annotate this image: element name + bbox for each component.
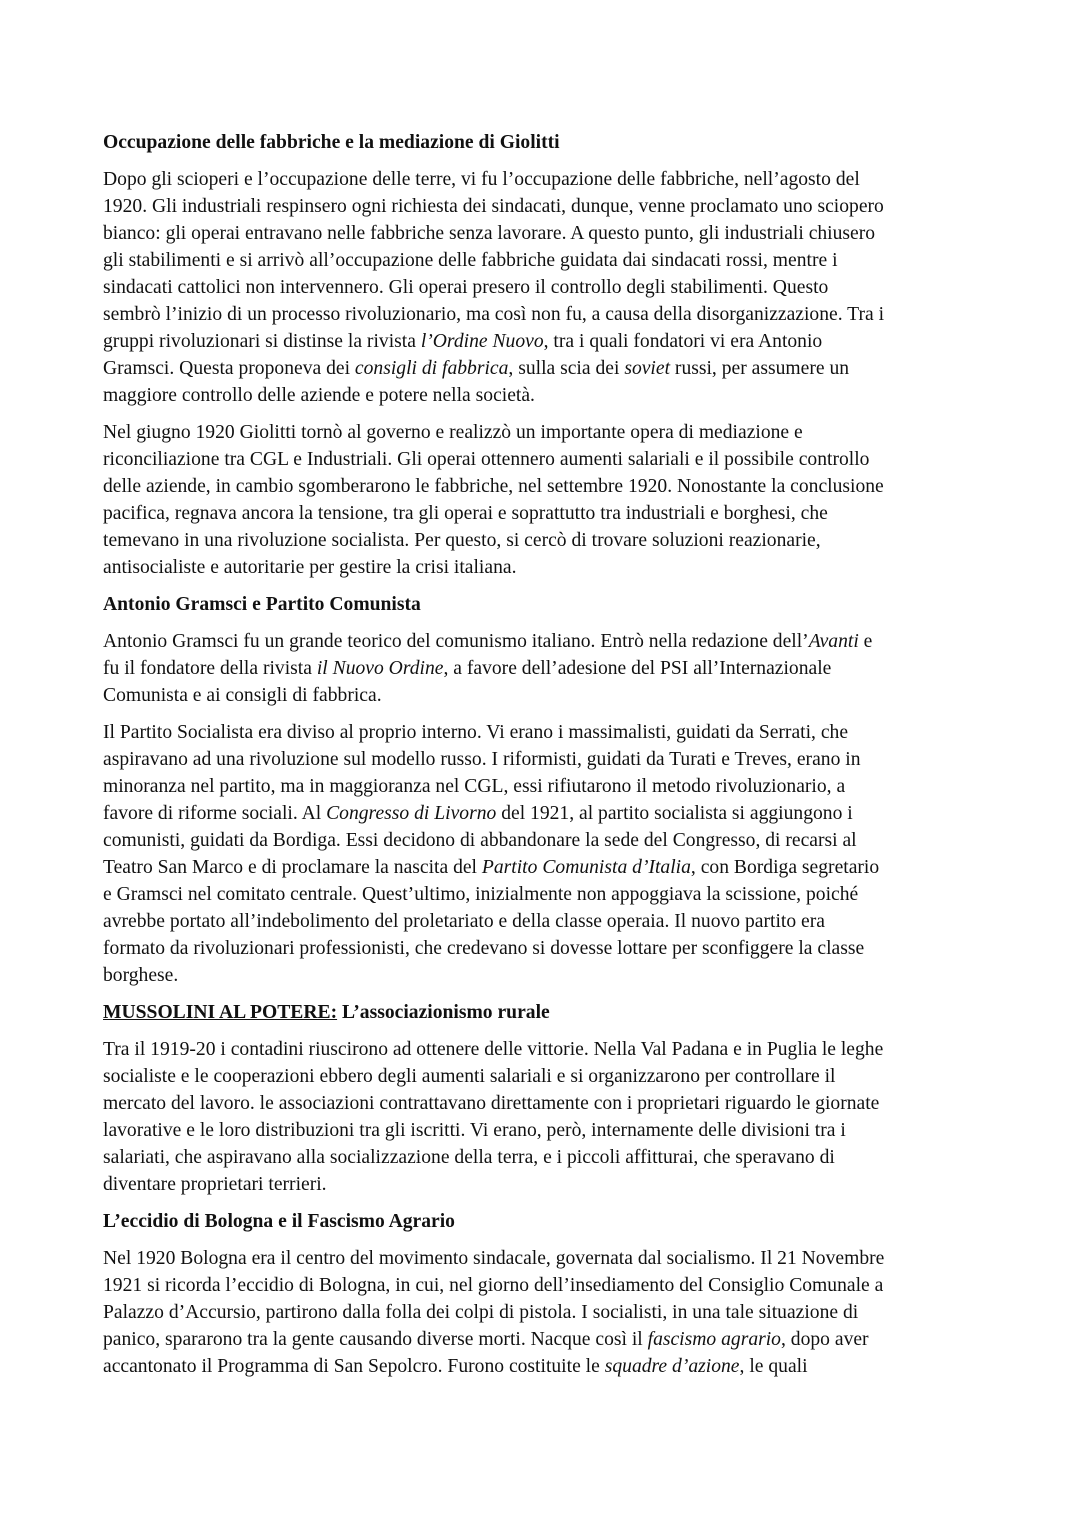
section-heading	[103, 591, 983, 618]
text-run: Dopo gli scioperi e l’occupazione delle terre, vi fu l’occupazione delle fabbriche, nell’agosto del	[103, 169, 860, 190]
text-run: delle aziende, in cambio sgomberarono le fabbriche, nel settembre 1920. Nonostante la conclusione	[103, 476, 884, 497]
text-run: gli stabilimenti e si arrivò all’occupazione delle fabbriche guidata dai sindacati rossi, mentre i	[103, 250, 838, 271]
italic-text: Congresso di Livorno	[326, 803, 497, 824]
text-run: , a favore dell’adesione del PSI all’Internazionale	[443, 658, 832, 679]
text-run: , con Bordiga segretario	[690, 857, 880, 878]
text-run: salariati, che aspiravano alla socializzazione della terra, e i piccoli affitturai, che speravano di	[103, 1147, 835, 1168]
text-run: e	[858, 631, 873, 652]
italic-text: fascismo agrario	[647, 1329, 781, 1350]
text-run: panico, spararono tra la gente causando diverse morti. Nacque così il	[103, 1329, 648, 1350]
paragraph	[103, 1036, 983, 1198]
text-line	[103, 355, 983, 382]
section-heading	[103, 999, 983, 1026]
paragraph	[103, 719, 983, 989]
text-run: Nel giugno 1920 Giolitti tornò al governo e realizzò un importante opera di mediazione e	[103, 422, 803, 443]
italic-text: Partito Comunista d’Italia	[481, 857, 691, 878]
text-run: diventare proprietari terrieri.	[103, 1174, 327, 1195]
text-run: lavorative e le loro distribuzioni tra gli iscritti. Vi erano, però, internamente delle divisioni tra i	[103, 1120, 846, 1141]
text-line	[103, 719, 983, 746]
text-run: pacifica, regnava ancora la tensione, tra gli operai e soprattutto tra industriali e borghesi, che	[103, 503, 828, 524]
paragraph	[103, 1245, 983, 1380]
text-line	[103, 328, 983, 355]
text-run: 1921 si ricorda l’eccidio di Bologna, in cui, nel giorno dell’insediamento del Consiglio Comunale a	[103, 1275, 884, 1296]
text-run: , sulla scia dei	[508, 358, 625, 379]
text-run: aspiravano ad una rivoluzione sul modello russo. I riformisti, guidati da Turati e Treves, erano in	[103, 749, 861, 770]
text-line	[103, 500, 983, 527]
italic-text: l’Ordine Nuovo	[420, 331, 544, 352]
text-run: del 1921, al partito socialista si aggiungono i	[496, 803, 853, 824]
text-run: socialiste e le cooperazioni ebbero degli aumenti salariali e si organizzarono per controllare il	[103, 1066, 836, 1087]
text-line	[103, 746, 983, 773]
text-line	[103, 1036, 983, 1063]
text-line	[103, 166, 983, 193]
text-run: maggiore controllo delle aziende e potere nella società.	[103, 385, 535, 406]
text-line	[103, 1326, 983, 1353]
text-run: Teatro San Marco e di proclamare la nascita del	[103, 857, 482, 878]
italic-text: consigli di fabbrica	[354, 358, 509, 379]
italic-text: Avanti	[808, 631, 859, 652]
text-line	[103, 301, 983, 328]
text-line	[103, 1353, 983, 1380]
text-run: antisocialiste e autoritarie per gestire la crisi italiana.	[103, 557, 517, 578]
text-line	[103, 193, 983, 220]
text-line	[103, 682, 983, 709]
text-line	[103, 1272, 983, 1299]
section-heading	[103, 1208, 983, 1235]
text-line	[103, 881, 983, 908]
text-run: accantonato il Programma di San Sepolcro. Furono costituite le	[103, 1356, 605, 1377]
text-run: Comunista e ai consigli di fabbrica.	[103, 685, 382, 706]
text-line	[103, 1144, 983, 1171]
section-heading-text: L’eccidio di Bologna e il Fascismo Agrario	[103, 1211, 455, 1232]
text-run: e Gramsci nel comitato centrale. Quest’ultimo, inizialmente non appoggiava la scissione, poiché	[103, 884, 859, 905]
paragraph	[103, 166, 983, 409]
italic-text: squadre d’azione	[604, 1356, 740, 1377]
text-run: Il Partito Socialista era diviso al proprio interno. Vi erano i massimalisti, guidati da Serrati, che	[103, 722, 849, 743]
text-line	[103, 800, 983, 827]
text-run: , tra i quali fondatori vi era Antonio	[543, 331, 823, 352]
text-run: russi, per assumere un	[670, 358, 850, 379]
text-run: riconciliazione tra CGL e Industriali. Gli operai ottennero aumenti salariali e il possibile controllo	[103, 449, 870, 470]
text-run: sembrò l’inizio di un processo rivoluzionario, ma così non fu, a causa della disorganizzazione. Tra i	[103, 304, 885, 325]
text-run: 1920. Gli industriali respinsero ogni richiesta dei sindacati, dunque, venne proclamato uno sciopero	[103, 196, 884, 217]
text-line	[103, 1171, 983, 1198]
italic-text: soviet	[624, 358, 671, 379]
text-run: gruppi rivoluzionari si distinse la rivista	[103, 331, 421, 352]
text-line	[103, 854, 983, 881]
section-heading-prefix: MUSSOLINI AL POTERE:	[103, 1002, 338, 1023]
text-line	[103, 247, 983, 274]
document-page	[103, 129, 983, 1390]
text-line	[103, 220, 983, 247]
text-line	[103, 554, 983, 581]
italic-text: il Nuovo Ordine	[316, 658, 444, 679]
text-run: Gramsci. Questa proponeva dei	[103, 358, 355, 379]
text-line	[103, 962, 983, 989]
text-line	[103, 908, 983, 935]
text-line	[103, 1117, 983, 1144]
text-line	[103, 935, 983, 962]
text-line	[103, 419, 983, 446]
section-heading-text: L’associazionismo rurale	[337, 1002, 550, 1023]
paragraph	[103, 419, 983, 581]
text-run: avrebbe portato all’indebolimento del proletariato e della classe operaia. Il nuovo partito era	[103, 911, 825, 932]
text-line	[103, 1245, 983, 1272]
text-run: bianco: gli operai entravano nelle fabbriche senza lavorare. A questo punto, gli industriali chiusero	[103, 223, 876, 244]
text-run: temevano in una rivoluzione socialista. Per questo, si cercò di trovare soluzioni reazionarie,	[103, 530, 821, 551]
text-run: formato da rivoluzionari professionisti, che credevano si dovesse lottare per sconfiggere la classe	[103, 938, 865, 959]
text-run: fu il fondatore della rivista	[103, 658, 317, 679]
text-line	[103, 1299, 983, 1326]
section-heading	[103, 129, 983, 156]
text-line	[103, 473, 983, 500]
text-line	[103, 1090, 983, 1117]
text-run: borghese.	[103, 965, 179, 986]
text-line	[103, 274, 983, 301]
text-run: Nel 1920 Bologna era il centro del movimento sindacale, governata dal socialismo. Il 21 Novembre	[103, 1248, 885, 1269]
text-line	[103, 628, 983, 655]
paragraph	[103, 628, 983, 709]
text-line	[103, 655, 983, 682]
text-line	[103, 446, 983, 473]
text-line	[103, 827, 983, 854]
text-run: Antonio Gramsci fu un grande teorico del comunismo italiano. Entrò nella redazione dell’	[103, 631, 809, 652]
text-run: , le quali	[739, 1356, 808, 1377]
text-run: comunisti, guidati da Bordiga. Essi decidono di abbandonare la sede del Congresso, di recarsi al	[103, 830, 857, 851]
section-heading-text: Occupazione delle fabbriche e la mediazione di Giolitti	[103, 132, 560, 153]
text-line	[103, 773, 983, 800]
text-run: Palazzo d’Accursio, partirono dalla folla dei colpi di pistola. I socialisti, in una tale situazione di	[103, 1302, 859, 1323]
text-line	[103, 1063, 983, 1090]
text-run: minoranza nel partito, ma in maggioranza nel CGL, essi rifiutarono il metodo rivoluzionario, a	[103, 776, 846, 797]
section-heading-text: Antonio Gramsci e Partito Comunista	[103, 594, 421, 615]
text-run: favore di riforme sociali. Al	[103, 803, 327, 824]
text-line	[103, 527, 983, 554]
text-line	[103, 382, 983, 409]
text-run: sindacati cattolici non intervennero. Gli operai presero il controllo degli stabilimenti. Questo	[103, 277, 829, 298]
text-run: , dopo aver	[780, 1329, 869, 1350]
text-run: Tra il 1919-20 i contadini riuscirono ad ottenere delle vittorie. Nella Val Padana e in Puglia le leghe	[103, 1039, 884, 1060]
text-run: mercato del lavoro. le associazioni contrattavano direttamente con i proprietari riguardo le giornate	[103, 1093, 880, 1114]
